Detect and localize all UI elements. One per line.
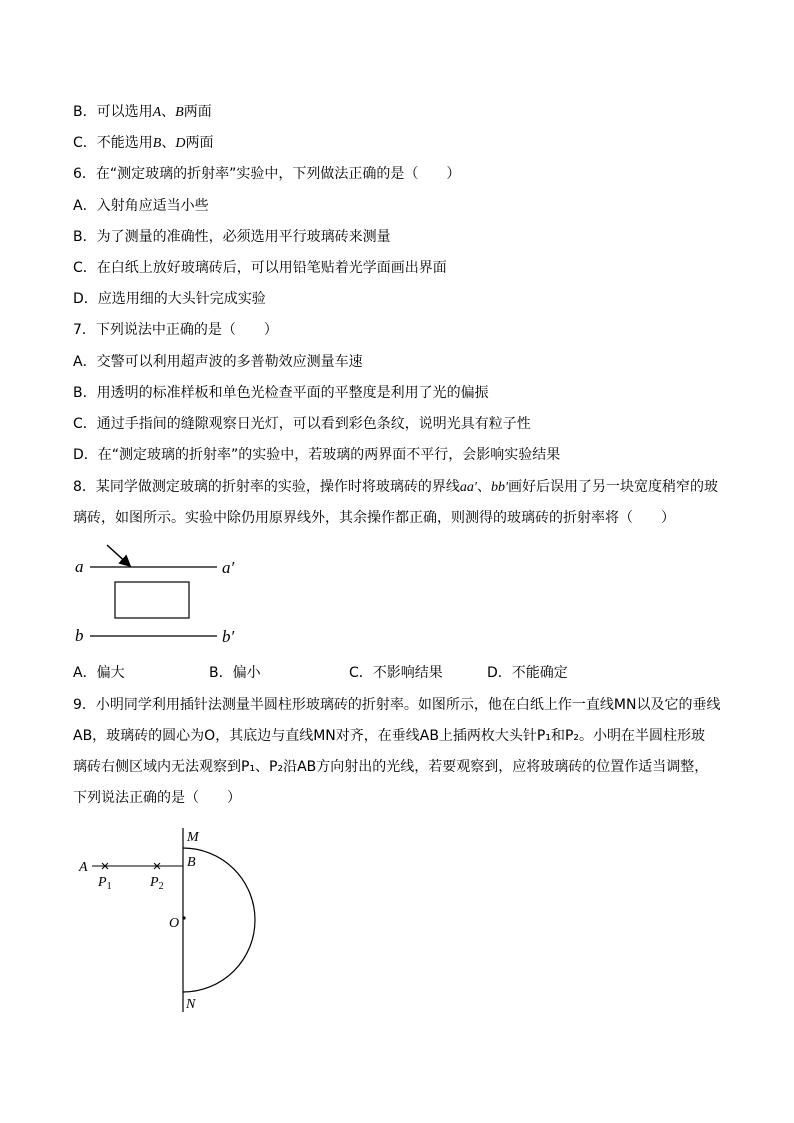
q8-option-a: A．偏大 bbox=[73, 665, 125, 681]
label-p1: $P_1$ bbox=[98, 875, 112, 892]
center-dot bbox=[182, 916, 185, 919]
q9-stem-line3: 璃砖右侧区域内无法观察到P₁、P₂沿AB方向射出的光线，若要观察到，应将玻璃砖的位置作适当调整， bbox=[73, 759, 709, 775]
label-b-prime: b′ bbox=[222, 627, 235, 646]
q8-stem-line1: 8．某同学做测定玻璃的折射率的实验，操作时将玻璃砖的界线aa′、bb′画好后误用了另一块宽度稍窄的玻 bbox=[73, 479, 719, 495]
label-a: A bbox=[79, 860, 88, 875]
q7-option-d: D．在“测定玻璃的折射率”的实验中，若玻璃的两界面不平行，会影响实验结果 bbox=[73, 447, 561, 463]
q5-option-c: C．不能选用B、D两面 bbox=[73, 135, 214, 151]
q6-option-b: B．为了测量的准确性，必须选用平行玻璃砖来测量 bbox=[73, 229, 391, 245]
q6-option-d: D．应选用细的大头针完成实验 bbox=[73, 291, 266, 307]
label-a: a bbox=[75, 557, 84, 576]
q9-stem-line2: AB，玻璃砖的圆心为O，其底边与直线MN对齐，在垂线AB上插两枚大头针P₁和P₂。小明在半圆柱形玻 bbox=[73, 728, 706, 744]
label-m: M bbox=[187, 830, 199, 845]
label-n: N bbox=[186, 997, 196, 1012]
q5-option-b: B．可以选用A、B两面 bbox=[73, 104, 212, 120]
label-p2: $P_2$ bbox=[150, 875, 164, 892]
q7-option-b: B．用透明的标准样板和单色光检查平面的平整度是利用了光的偏振 bbox=[73, 385, 489, 401]
q7-option-a: A．交警可以利用超声波的多普勒效应测量车速 bbox=[73, 354, 363, 370]
label-b: b bbox=[75, 626, 84, 645]
label-a-prime: a′ bbox=[222, 558, 235, 577]
q9-stem-line4: 下列说法正确的是（ ） bbox=[73, 790, 241, 806]
q7-option-c: C．通过手指间的缝隙观察日光灯，可以看到彩色条纹，说明光具有粒子性 bbox=[73, 416, 531, 432]
q8-option-d: D．不能确定 bbox=[487, 665, 568, 681]
q7-stem: 7．下列说法中正确的是（ ） bbox=[73, 322, 278, 338]
q8-options bbox=[73, 663, 568, 683]
q9-stem-line1: 9．小明同学利用插针法测量半圆柱形玻璃砖的折射率。如图所示，他在白纸上作一直线MN以及它的垂线 bbox=[73, 697, 721, 713]
label-o: O bbox=[169, 916, 180, 931]
q8-figure bbox=[60, 540, 260, 650]
q8-option-c: C．不影响结果 bbox=[349, 665, 443, 681]
q6-option-a: A．入射角应适当小些 bbox=[73, 198, 209, 214]
q6-stem: 6．在“测定玻璃的折射率”实验中，下列做法正确的是（ ） bbox=[73, 166, 461, 182]
q6-option-c: C．在白纸上放好玻璃砖后，可以用铅笔贴着光学面画出界面 bbox=[73, 260, 447, 276]
q8-option-b: B．偏小 bbox=[209, 665, 261, 681]
q9-figure bbox=[70, 820, 270, 1020]
glass-brick-rect bbox=[115, 582, 189, 618]
incident-arrow-icon bbox=[107, 545, 129, 565]
q8-stem-line2: 璃砖，如图所示。实验中除仍用原界线外，其余操作都正确，则测得的玻璃砖的折射率将（ ） bbox=[73, 510, 675, 526]
label-b: B bbox=[187, 855, 196, 870]
